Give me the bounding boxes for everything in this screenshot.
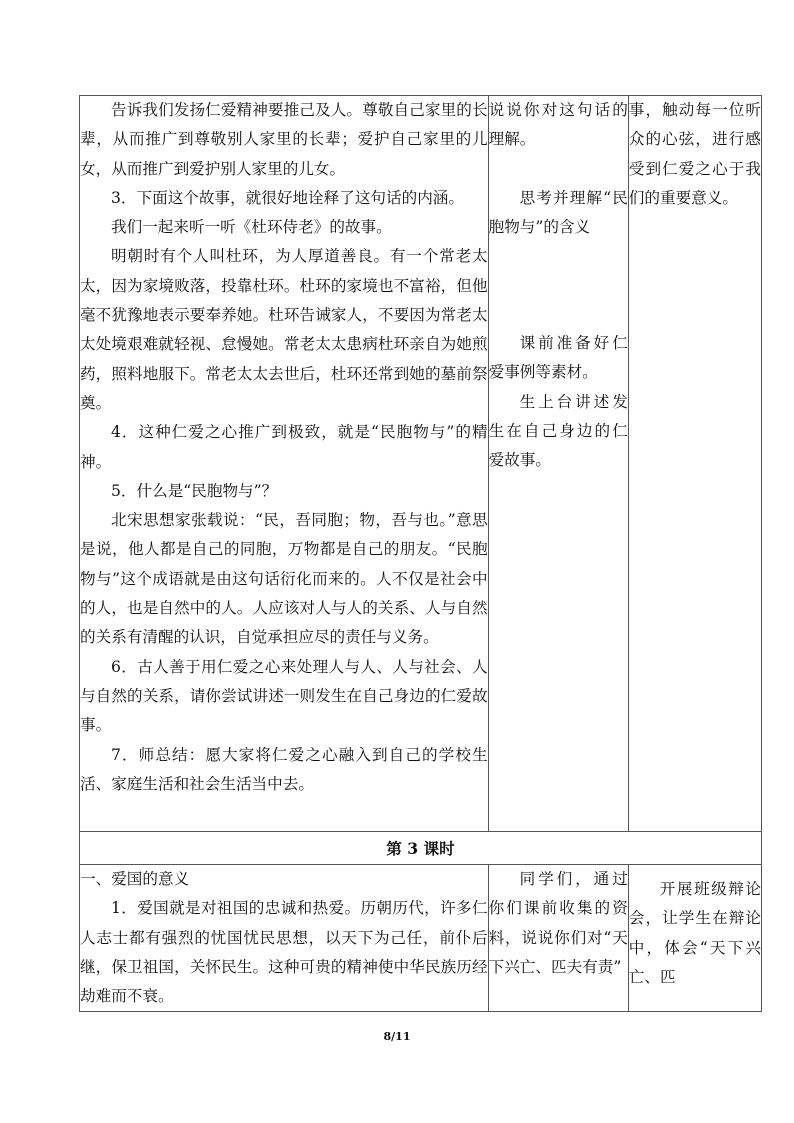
section-title: 第 3 课时	[386, 839, 455, 858]
paragraph: 3．下面这个故事，就很好地诠释了这句话的内涵。	[111, 188, 464, 207]
paragraph: 课前准备好仁爱事例等素材。	[488, 334, 628, 382]
student-activity-cell	[488, 865, 628, 1012]
table-row	[80, 96, 762, 832]
page-number: 8/11	[383, 1030, 411, 1043]
paragraph: 5．什么是“民胞物与”？	[111, 481, 278, 500]
paragraph: 6．古人善于用仁爱之心来处理人与人、人与社会、人与自然的关系，请你尝试讲述一则发生在自己身边的仁爱故事。	[80, 657, 488, 735]
section-header-cell	[80, 832, 762, 865]
teaching-content-cell	[80, 96, 489, 832]
paragraph: 同学们，通过你们课前收集的资料，说说你们对“天下兴亡、匹夫有责”	[488, 870, 628, 976]
table-row	[80, 832, 762, 865]
paragraph: 开展班级辩论会，让学生在辩论中，体会“天下兴亡、匹	[628, 880, 761, 986]
paragraph: 我们一起来听一听《杜环侍老》的故事。	[111, 218, 392, 237]
paragraph: 北宋思想家张载说：“民，吾同胞；物，吾与也。”意思是说，他人都是自己的同胞，万物都是自己的朋友。“民胞物与”这个成语就是由这句话衍化而来的。人不仅是社会中的人，也是自然中的人。人应该对人与人的关系、人与自然的关系有清醒的认识，自觉承担应尽的责任与义务。	[80, 511, 488, 647]
student-activity-cell	[488, 96, 628, 832]
paragraph: 7．师总结：愿大家将仁爱之心融入到自己的学校生活、家庭生活和社会生活当中去。	[80, 745, 488, 793]
paragraph: 一、爱国的意义	[80, 870, 190, 888]
paragraph: 4．这种仁爱之心推广到极致，就是“民胞物与”的精神。	[80, 423, 488, 471]
design-intent-cell	[628, 865, 761, 1012]
paragraph: 事，触动每一位听众的心弦，进行感受到仁爱之心于我们的重要意义。	[628, 101, 761, 207]
paragraph: 明朝时有个人叫杜环，为人厚道善良。有一个常老太太，因为家境败落，投靠杜环。杜环的家境也不富裕，但他毫不犹豫地表示要奉养她。杜环告诫家人，不要因为常老太太处境艰难就轻视、怠慢她。常老太太患病杜环亲自为她煎药，照料地服下。常老太太去世后，杜环还常到她的墓前祭奠。	[80, 247, 488, 412]
table-row	[80, 865, 762, 1012]
paragraph: 告诉我们发扬仁爱精神要推己及人。尊敬自己家里的长辈，从而推广到尊敬别人家里的长辈；爱护自己家里的儿女，从而推广到爱护别人家里的儿女。	[80, 101, 488, 178]
teaching-content-cell	[80, 865, 489, 1012]
paragraph: 1．爱国就是对祖国的忠诚和热爱。历朝历代，许多仁人志士都有强烈的忧国忧民思想，以天下为己任，前仆后继，保卫祖国，关怀民生。这种可贵的精神使中华民族历经劫难而不衰。	[80, 899, 488, 1006]
paragraph: 生上台讲述发生在自己身边的仁爱故事。	[488, 392, 628, 470]
design-intent-cell	[628, 96, 761, 832]
paragraph: 思考并理解“民胞物与”的含义	[488, 188, 628, 236]
paragraph: 说说你对这句话的理解。	[488, 101, 628, 149]
lesson-plan-table	[79, 95, 762, 1012]
